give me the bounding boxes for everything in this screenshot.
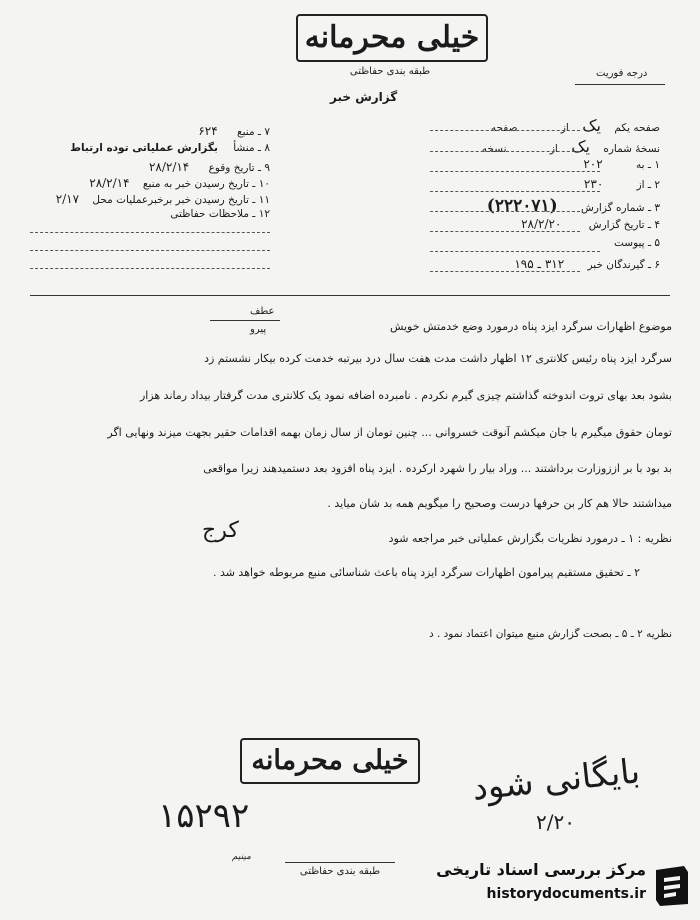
opinion-2: ۲ ـ تحقیق مستقیم پیرامون اظهارات سرگرد ایزد پناه باعث شناسائی منبع مربوطه خواهد شد . — [212, 566, 640, 579]
field-value: ۲۳۰ — [583, 177, 604, 191]
right-dash-4 — [430, 191, 600, 192]
right-dash-2 — [430, 151, 580, 152]
body-line-2: بشود بعد بهای تروت اندوخته گذاشتم چیزی گیرم نکردم . نامبرده اضافه نمود یک کلانتری مدت گرفتار بیداد رماند هزار — [139, 389, 672, 402]
field-mid: از — [549, 143, 558, 155]
field-source-received-date — [89, 176, 270, 190]
watermark-name: مرکز بررسی اسناد تاریخی — [436, 860, 646, 879]
margin-ref-top-line — [210, 320, 280, 321]
small-mark: مینیم — [232, 852, 251, 862]
field-value: ۶۲۴ — [198, 124, 218, 138]
field-label: ۱۱ ـ تاریخ رسیدن خبر برخبرعملیات محل — [92, 194, 270, 206]
signature-mark: کرج — [202, 518, 239, 543]
right-dash-5 — [430, 211, 580, 212]
field-label: صفحه یکم — [614, 122, 660, 134]
field-value: ۲۸/۲/۱۴ — [89, 176, 130, 190]
body-line-5: میداشتند حالا هم کار بن حرفها درست وصحیح را میگویم همه بد شان میاید . — [327, 497, 672, 510]
bottom-classification-stamp: خیلی محرمانه — [240, 738, 420, 784]
file-number: ۱۵۲۹۲ — [158, 796, 250, 836]
body-line-4: بد بود با بر اززوزارت برداشتند ... وراد بیار را شهرد ارکرده . ایزد پناه افزود بعد دستمیدهند زیرا مواقعی — [203, 462, 672, 475]
field-after: صفحه — [490, 122, 518, 134]
margin-ref-top: عطف — [250, 306, 275, 317]
field-value: ۳۱۲ ـ ۱۹۵ — [514, 257, 565, 271]
left-dash-2 — [30, 250, 270, 251]
field-event-date — [149, 160, 270, 174]
field-label: ۴ ـ تاریخ گزارش — [588, 219, 660, 231]
field-source — [198, 124, 270, 138]
field-label: ۱۲ ـ ملاحظات حفاظتی — [170, 208, 270, 220]
field-label: ۹ ـ تاریخ وقوع — [208, 162, 270, 174]
left-dash-3 — [30, 268, 270, 269]
field-label: نسخهٔ شماره — [603, 143, 660, 155]
field-label: ۷ ـ منبع — [237, 126, 270, 138]
watermark-url: historydocuments.ir — [486, 886, 646, 902]
field-handwritten-value: یک — [582, 116, 601, 135]
field-after: نسخه — [481, 143, 507, 155]
field-operations-received-date — [56, 192, 270, 206]
field-from — [584, 177, 660, 191]
field-recipients — [514, 257, 660, 271]
header-divider — [30, 295, 670, 296]
report-title: گزارش خبر — [330, 90, 398, 104]
field-report-number — [487, 196, 660, 216]
field-page — [491, 116, 660, 135]
priority-label: درجه فوریت — [596, 68, 648, 79]
classification-caption-top: طبقه بندی حفاظتی — [349, 66, 431, 77]
field-to — [583, 157, 660, 171]
classification-caption-bottom: طبقه بندی حفاظتی — [299, 866, 381, 877]
field-attachment — [614, 237, 660, 249]
field-value: ۲۸/۲/۱۴ — [148, 160, 190, 174]
top-classification-stamp: خیلی محرمانه — [296, 14, 488, 62]
margin-ref-bottom: پیرو — [250, 324, 267, 335]
right-dash-7 — [430, 251, 600, 252]
field-label: ۲ ـ از — [636, 179, 660, 191]
right-dash-6 — [430, 231, 580, 232]
priority-line — [575, 84, 665, 85]
body-line-3: تومان حقوق میگیرم با جان میکشم آنوقت خسروانی ... چنین تومان از سال زمان بهمه اقدامات حقیر بجهت میزند ونهایی اگر — [107, 426, 672, 439]
right-dash-3 — [430, 171, 600, 172]
field-value: ۲/۱۷ — [55, 192, 80, 206]
field-report-date — [521, 217, 660, 231]
archive-note: بایگانی شود — [470, 751, 642, 809]
field-label: ۱۰ ـ تاریخ رسیدن خبر به منبع — [142, 178, 270, 190]
field-origin — [70, 142, 270, 154]
right-dash-8 — [430, 271, 580, 272]
body-line-1: سرگرد ایزد پناه رئیس کلانتری ۱۲ اظهار داشت مدت هفت سال درد بیرتبه خدمت کرده بیکار نشستم زد — [204, 352, 672, 365]
archive-date: ۲/۲۰ — [536, 810, 575, 834]
field-label: ۵ ـ پیوست — [613, 237, 660, 249]
field-label: ۸ ـ منشأ — [233, 142, 270, 154]
field-value: (۲۲۲۰۷۱) — [486, 196, 558, 216]
field-copy-number — [482, 137, 660, 156]
opinion-1: نظریه : ۱ ـ درمورد نظریات بگزارش عملیاتی خبر مراجعه شود — [388, 532, 672, 545]
bottom-caption-line — [285, 862, 395, 863]
field-value: ۲۰۲ — [583, 157, 603, 171]
right-dash-1 — [430, 130, 580, 131]
field-label: ۳ ـ شماره گزارش — [581, 202, 660, 214]
field-mid: از — [560, 122, 569, 134]
watermark — [410, 858, 694, 914]
field-handwritten-value: یک — [571, 137, 590, 156]
field-security-notes — [170, 208, 270, 220]
field-value: ۲۸/۲/۲۰ — [521, 217, 562, 231]
subject-line: موضوع اظهارات سرگرد ایزد پناه درمورد وضع خدمتش خویش — [389, 320, 672, 333]
field-label: ۶ ـ گیرندگان خبر — [587, 259, 660, 271]
left-dash-1 — [30, 232, 270, 233]
opinion-3: نظریه ۲ ـ ۵ ـ بصحت گزارش منبع میتوان اعتماد نمود . د — [428, 628, 672, 640]
archive-logo-icon — [652, 864, 692, 908]
field-value: بگزارش عملیاتی توده ارتباط — [70, 142, 218, 154]
field-label: ۱ ـ به — [636, 159, 660, 171]
